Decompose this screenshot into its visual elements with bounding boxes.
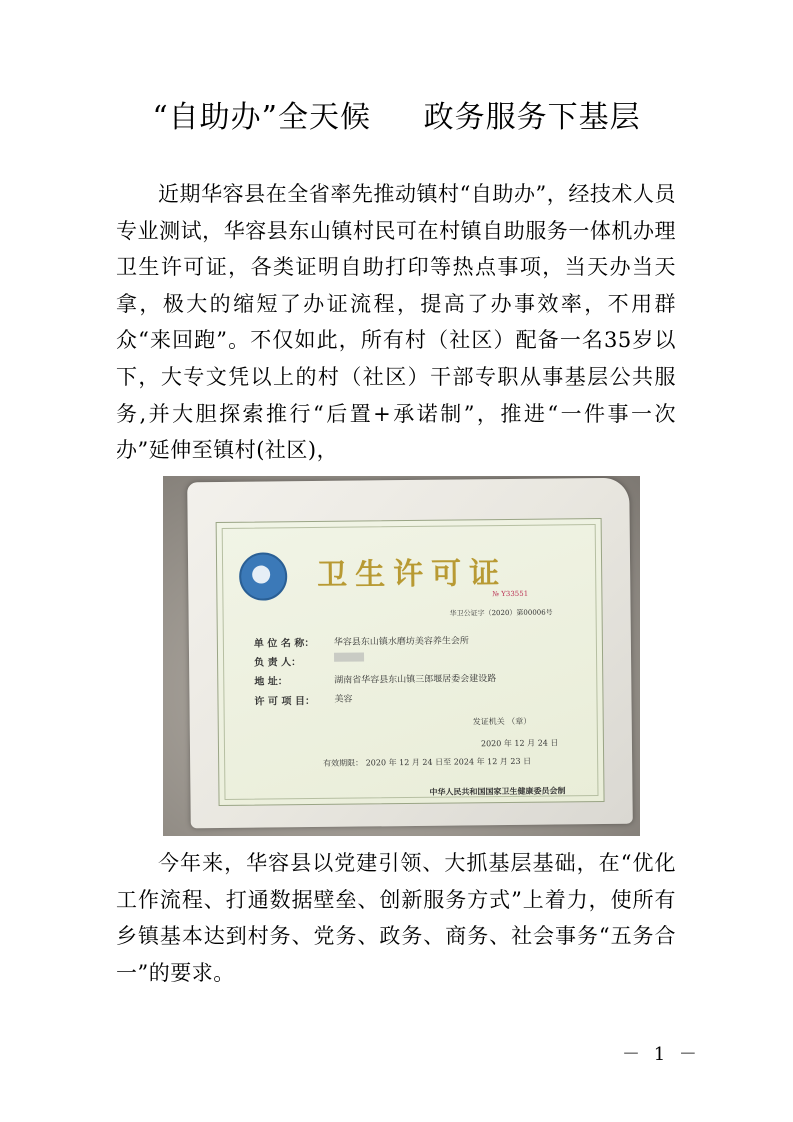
validity-period: 有效期限： 2020 年 12 月 24 日至 2024 年 12 月 23 日 xyxy=(323,756,532,768)
page-number: － 1 － xyxy=(622,1044,701,1065)
certificate-title: 卫生许可证 xyxy=(316,555,508,593)
value-address: 湖南省华容县东山镇三郎堰居委会建设路 xyxy=(334,674,497,686)
certificate-number: № Y33551 xyxy=(492,589,529,599)
label-permit-item: 许 可 项 目： xyxy=(254,695,316,708)
paragraph-conclusion: 今年来，华容县以党建引领、大抓基层基础，在“优化工作流程、打通数据壁垒、创新服务方式”上着力，使所有乡镇基本达到村务、党务、政务、商务、社会事务“五务合一”的要求。 xyxy=(116,851,676,985)
issuing-authority: 发证机关 （章） xyxy=(472,716,532,727)
value-responsible-person-redacted xyxy=(334,652,364,662)
certificate-code: 华卫公证字（2020）第00006号 xyxy=(449,608,553,618)
label-address: 地 址： xyxy=(254,676,288,688)
value-unit-name: 华容县东山镇水磨坊美容养生会所 xyxy=(333,636,469,648)
issue-date: 2020 年 12 月 24 日 xyxy=(480,738,559,749)
label-responsible-person: 负 责 人： xyxy=(254,657,302,669)
certificate-paper xyxy=(187,478,633,829)
health-commission-emblem-icon xyxy=(239,552,288,601)
certificate-photo xyxy=(163,476,640,836)
health-permit-certificate xyxy=(216,518,605,806)
value-permit-item: 美容 xyxy=(334,694,353,705)
label-unit-name: 单 位 名 称： xyxy=(253,638,315,650)
document-title: “自助办”全天候 政务服务下基层 xyxy=(152,100,641,135)
certificate-footer-authority: 中华人民共和国国家卫生健康委员会制 xyxy=(429,785,566,797)
paragraph-intro: 近期华容县在全省率先推动镇村“自助办”，经技术人员专业测试，华容县东山镇村民可在村镇自助服务一体机办理卫生许可证，各类证明自助打印等热点事项，当天办当天拿，极大的缩短了办证流程，提高了办事效率，不用群众“来回跑”。不仅如此，所有村（社区）配备一名35岁以下，大专文凭以上的村（社区）干部专职从事基层公共服务,并大胆探索推行“后置+承诺制”，推进“一件事一次办”延伸至镇村(社区)， xyxy=(116,182,676,463)
